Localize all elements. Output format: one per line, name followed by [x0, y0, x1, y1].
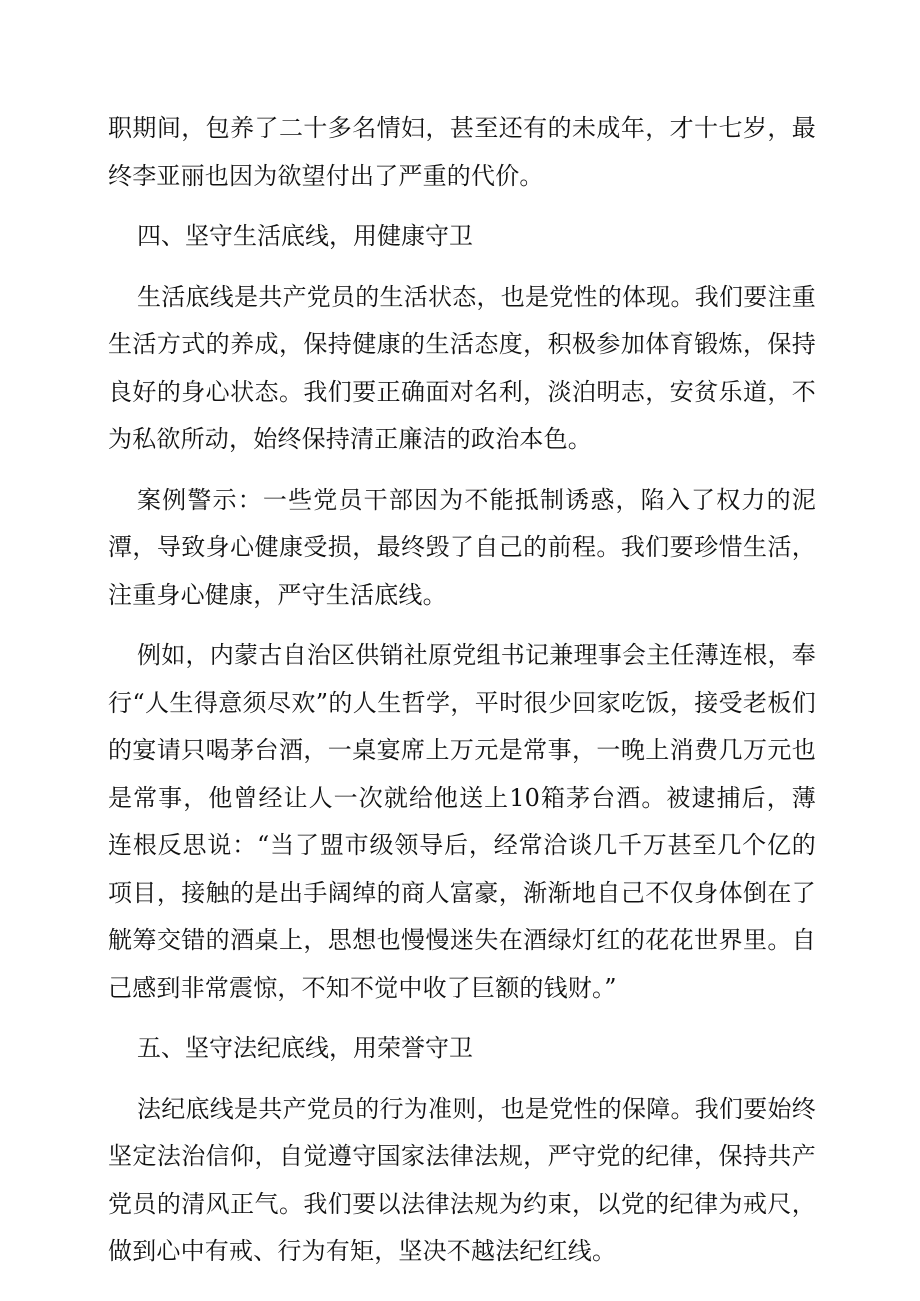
- paragraph-continuation: 职期间，包养了二十多名情妇，甚至还有的未成年，才十七岁，最终李亚丽也因为欲望付出了严重的代价。: [108, 114, 816, 190]
- section-heading-5: 五、坚守法纪底线，用荣誉守卫: [137, 1034, 473, 1062]
- paragraph-law-discipline: 法纪底线是共产党员的行为准则，也是党性的保障。我们要始终坚定法治信仰，自觉遵守国家法律法规，严守党的纪律，保持共产党员的清风正气。我们要以法律法规为约束，以党的纪律为戒尺，做到心中有戒、行为有矩，坚决不越法纪红线。: [108, 1094, 816, 1265]
- document-body: [108, 105, 816, 1289]
- paragraph-case-warning: 案例警示：一些党员干部因为不能抵制诱惑，陷入了权力的泥潭，导致身心健康受损，最终毁了自己的前程。我们要珍惜生活，注重身心健康，严守生活底线。: [108, 485, 816, 609]
- paragraph-example: 例如，内蒙古自治区供销社原党组书记兼理事会主任薄连根，奉行“人生得意须尽欢”的人生哲学，平时很少回家吃饭，接受老板们的宴请只喝茅台酒，一桌宴席上万元是常事，一晚上消费几万元也是常事，他曾经让人一次就给他送上10箱茅台酒。被逮捕后，薄连根反思说：“当了盟市级领导后，经常洽谈几千万甚至几个亿的项目，接触的是出手阔绰的商人富豪，渐渐地自己不仅身体倒在了觥筹交错的酒桌上，思想也慢慢迷失在酒绿灯红的花花世界里。自己感到非常震惊，不知不觉中收了巨额的钱财。”: [108, 641, 816, 1002]
- paragraph-life-bottom-line: 生活底线是共产党员的生活状态，也是党性的体现。我们要注重生活方式的养成，保持健康的生活态度，积极参加体育锻炼，保持良好的身心状态。我们要正确面对名利，淡泊明志，安贫乐道，不为私欲所动，始终保持清正廉洁的政治本色。: [108, 282, 816, 453]
- section-heading-4: 四、坚守生活底线，用健康守卫: [137, 222, 473, 250]
